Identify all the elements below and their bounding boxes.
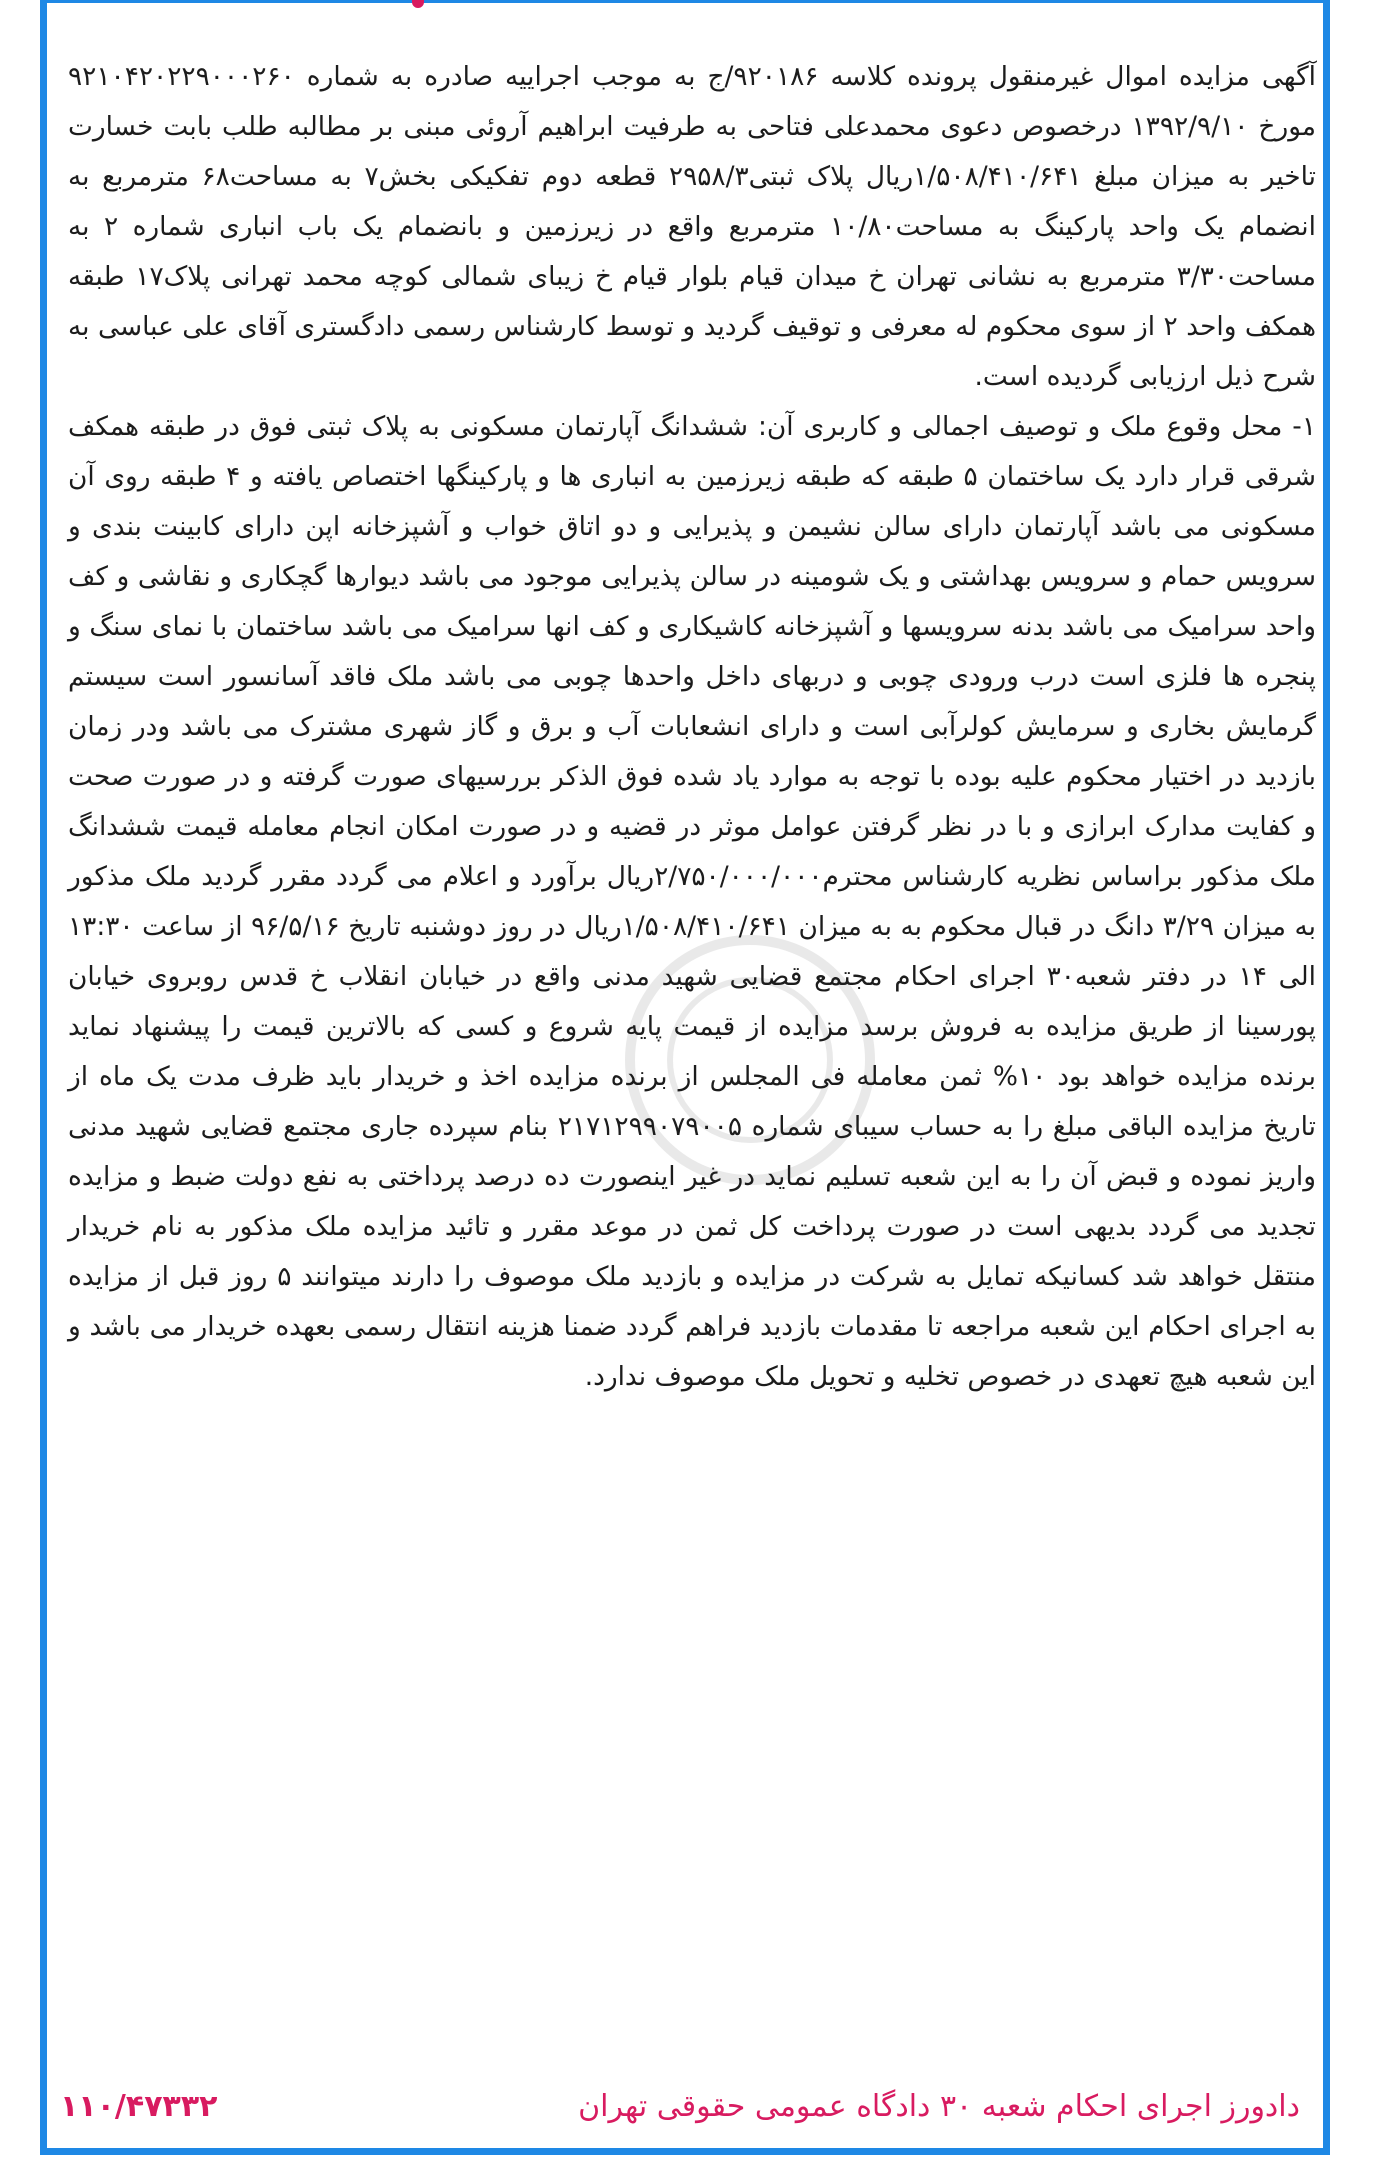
issuer-signature: دادورز اجرای احکام شعبه ۳۰ دادگاه عمومی حقوقی تهران — [578, 2088, 1300, 2124]
ad-number: ۱۱۰/۴۷۳۳۲ — [60, 2088, 218, 2124]
notice-body-text: آگهی مزایده اموال غیرمنقول پرونده کلاسه ۹۲۰۱۸۶/ج به موجب اجراییه صادره به شماره ۹۲۱۰۴۲۰۲۲۹۰۰۰۲۶۰ مورخ ۱۳۹۲/۹/۱۰ درخصوص دعوی محمدعلی فتاحی به طرفیت ابراهیم آروئی مبنی بر مطالبه طلب بابت خسارت تاخیر به میزان مبلغ ۱/۵۰۸/۴۱۰/۶۴۱ریال پلاک ثبتی۲۹۵۸/۳ قطعه دوم تفکیکی بخش۷ به مساحت۶۸ مترمربع به انضمام یک واحد پارکینگ به مساحت۱۰/۸۰ مترمربع واقع در زیرزمین و بانضمام یک باب انباری شماره ۲ به مساحت۳/۳۰ مترمربع به نشانی تهران خ میدان قیام بلوار قیام خ زیبای شمالی کوچه محمد تهرانی پلاک۱۷ طبقه همکف واحد ۲ از سوی محکوم له معرفی و توقیف گردید و توسط کارشناس رسمی دادگستری آقای علی عباسی به شرح ذیل ارزیابی گردیده است. ۱- محل وقوع ملک و توصیف اجمالی و کاربری آن: ششدانگ آپارتمان مسکونی به پلاک ثبتی فوق در طبقه همکف شرقی قرار دارد یک ساختمان ۵ طبقه که طبقه زیرزمین به انباری ها و پارکینگها اختصاص یافته و ۴ طبقه روی آن مسکونی می باشد آپارتمان دارای سالن نشیمن و پذیرایی و دو اتاق خواب و آشپزخانه اپن دارای کابینت بندی و سرویس حمام و سرویس بهداشتی و یک شومینه در سالن پذیرایی موجود می باشد دیوارها گچکاری و نقاشی و کف واحد سرامیک می باشد بدنه سرویسها و آشپزخانه کاشیکاری و کف انها سرامیک می باشد ساختمان با نمای سنگ و پنجره ها فلزی است درب ورودی چوبی و دربهای داخل واحدها چوبی می باشد ملک فاقد آسانسور است سیستم گرمایش بخاری و سرمایش کولرآبی است و دارای انشعابات آب و برق و گاز شهری مشترک می باشد ودر زمان بازدید در اختیار محکوم علیه بوده با توجه به موارد یاد شده فوق الذکر بررسیهای صورت گرفته و در صورت صحت و کفایت مدارک ابرازی و با در نظر گرفتن عوامل موثر در قضیه و در صورت امکان انجام معامله قیمت ششدانگ ملک مذکور براساس نظریه کارشناس محترم۲/۷۵۰/۰۰۰/۰۰۰ریال برآورد و اعلام می گردد مقرر گردید ملک مذکور به میزان ۳/۲۹ دانگ در قبال محکوم به به میزان ۱/۵۰۸/۴۱۰/۶۴۱ریال در روز دوشنبه تاریخ ۹۶/۵/۱۶ از ساعت ۱۳:۳۰ الی ۱۴ در دفتر شعبه۳۰ اجرای احکام مجتمع قضایی شهید مدنی واقع در خیابان انقلاب خ قدس روبروی خیابان پورسینا از طریق مزایده به فروش برسد مزایده از قیمت پایه شروع و کسی که بالاترین قیمت را پیشنهاد نماید برنده مزایده خواهد بود ۱۰% ثمن معامله فی المجلس از برنده مزایده اخذ و خریدار باید ظرف مدت یک ماه از تاریخ مزایده الباقی مبلغ را به حساب سیبای شماره ۲۱۷۱۲۹۹۰۷۹۰۰۵ بنام سپرده جاری مجتمع قضایی شهید مدنی واریز نموده و قبض آن را به این شعبه تسلیم نماید در غیر اینصورت ده درصد پرداختی به نفع دولت ضبط و مزایده تجدید می گردد بدیهی است در صورت پرداخت کل ثمن در موعد مقرر و تائید مزایده ملک مذکور به نام خریدار منتقل خواهد شد کسانیکه تمایل به شرکت در مزایده و بازدید ملک موصوف را دارند میتوانند ۵ روز قبل از مزایده به اجرای احکام این شعبه مراجعه تا مقدمات بازدید فراهم گردد ضمنا هزینه انتقال رسمی بعهده خریدار می باشد و این شعبه هیچ تعهدی در خصوص تخلیه و تحویل ملک موصوف ندارد. — [68, 61, 1317, 1392]
notice-footer — [60, 2076, 1300, 2136]
